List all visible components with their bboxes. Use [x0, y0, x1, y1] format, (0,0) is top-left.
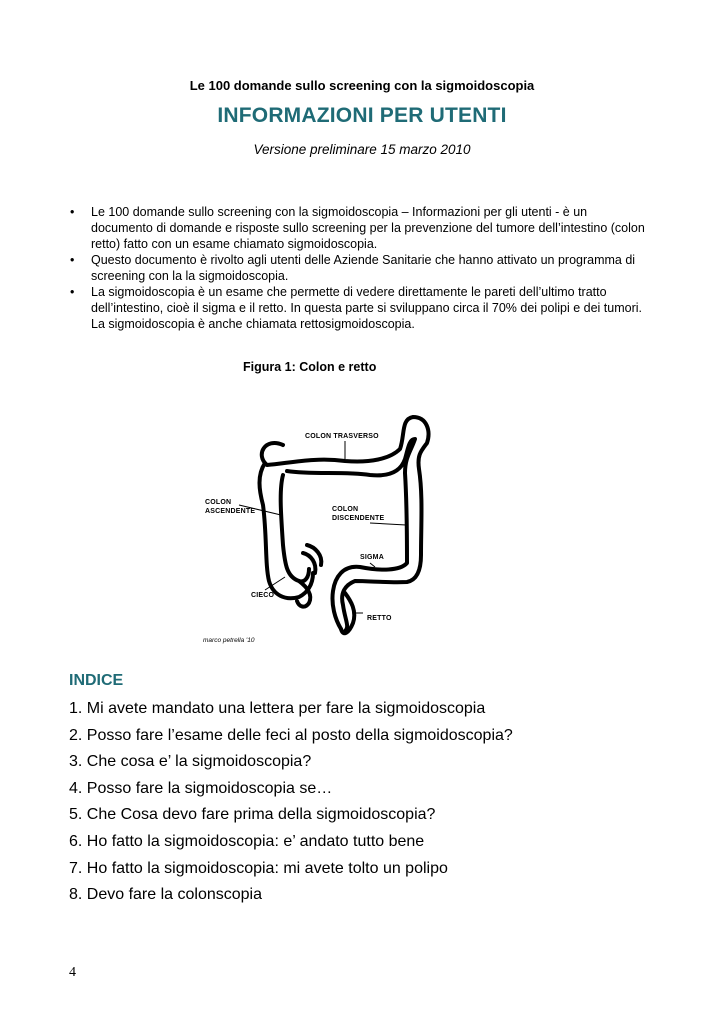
index-item: 5. Che Cosa devo fare prima della sigmoidoscopia? — [69, 806, 436, 824]
label-colon-trasverso: COLON TRASVERSO — [305, 433, 379, 440]
label-colon-discendente-line2: DISCENDENTE — [332, 515, 385, 522]
index-title: INDICE — [69, 672, 124, 689]
index-item: 1. Mi avete mandato una lettera per fare la sigmoidoscopia — [69, 700, 486, 717]
document-subtitle: Le 100 domande sullo screening con la sigmoidoscopia — [189, 78, 535, 93]
figure-caption: Figura 1: Colon e retto — [243, 360, 377, 374]
index-item: 6. Ho fatto la sigmoidoscopia: e’ andato tutto bene — [69, 832, 425, 850]
label-colon-ascendente-line1: COLON — [205, 499, 232, 506]
index-item: 7. Ho fatto la sigmoidoscopia: mi avete tolto un polipo — [69, 859, 448, 877]
label-retto: RETTO — [367, 615, 392, 622]
index-list — [69, 696, 513, 909]
label-sigma: SIGMA — [360, 554, 384, 561]
bullet-icon: • — [70, 205, 75, 219]
intro-bullet-item — [68, 284, 648, 332]
bullet-icon: • — [70, 285, 75, 299]
colon-drawing — [195, 405, 445, 650]
intro-bullet-text: Le 100 domande sullo screening con la sigmoidoscopia – Informazioni per gli utenti - è un documento di domande e risposte sullo screening per la prevenzione del tumore dell’intestino (colon retto) fatto con un esame chiamato sigmoidoscopia. — [91, 205, 645, 251]
intro-bullet-text: La sigmoidoscopia è un esame che permette di vedere direttamente le pareti dell’ultimo tratto dell’intestino, cioè il sigma e il retto. In questa parte si sviluppano circa il 70% dei polipi e dei tumori. La sigmoidoscopia è anche chiamata rettosigmoidoscopia. — [91, 285, 642, 331]
intro-bullet-item — [68, 252, 648, 284]
intro-bullet-text: Questo documento è rivolto agli utenti delle Aziende Sanitarie che hanno attivato un programma di screening con la la sigmoidoscopia. — [91, 253, 636, 283]
index-item: 3. Che cosa e’ la sigmoidoscopia? — [69, 753, 312, 771]
document-title: INFORMAZIONI PER UTENTI — [217, 104, 507, 127]
index-item: 4. Posso fare la sigmoidoscopia se… — [69, 779, 333, 797]
colon-diagram — [195, 405, 445, 650]
page-number: 4 — [69, 965, 76, 980]
label-cieco: CIECO — [251, 592, 275, 599]
index-item: 8. Devo fare la colonscopia — [69, 886, 262, 904]
intro-bullet-item — [68, 204, 648, 252]
version-note: Versione preliminare 15 marzo 2010 — [253, 142, 471, 157]
intro-bullet-list — [68, 204, 648, 332]
label-colon-discendente-line1: COLON — [332, 506, 359, 513]
figure-credit: marco petrella '10 — [203, 637, 255, 644]
index-item: 2. Posso fare l’esame delle feci al posto della sigmoidoscopia? — [69, 726, 513, 744]
bullet-icon: • — [70, 253, 75, 267]
label-colon-ascendente-line2: ASCENDENTE — [205, 508, 256, 515]
